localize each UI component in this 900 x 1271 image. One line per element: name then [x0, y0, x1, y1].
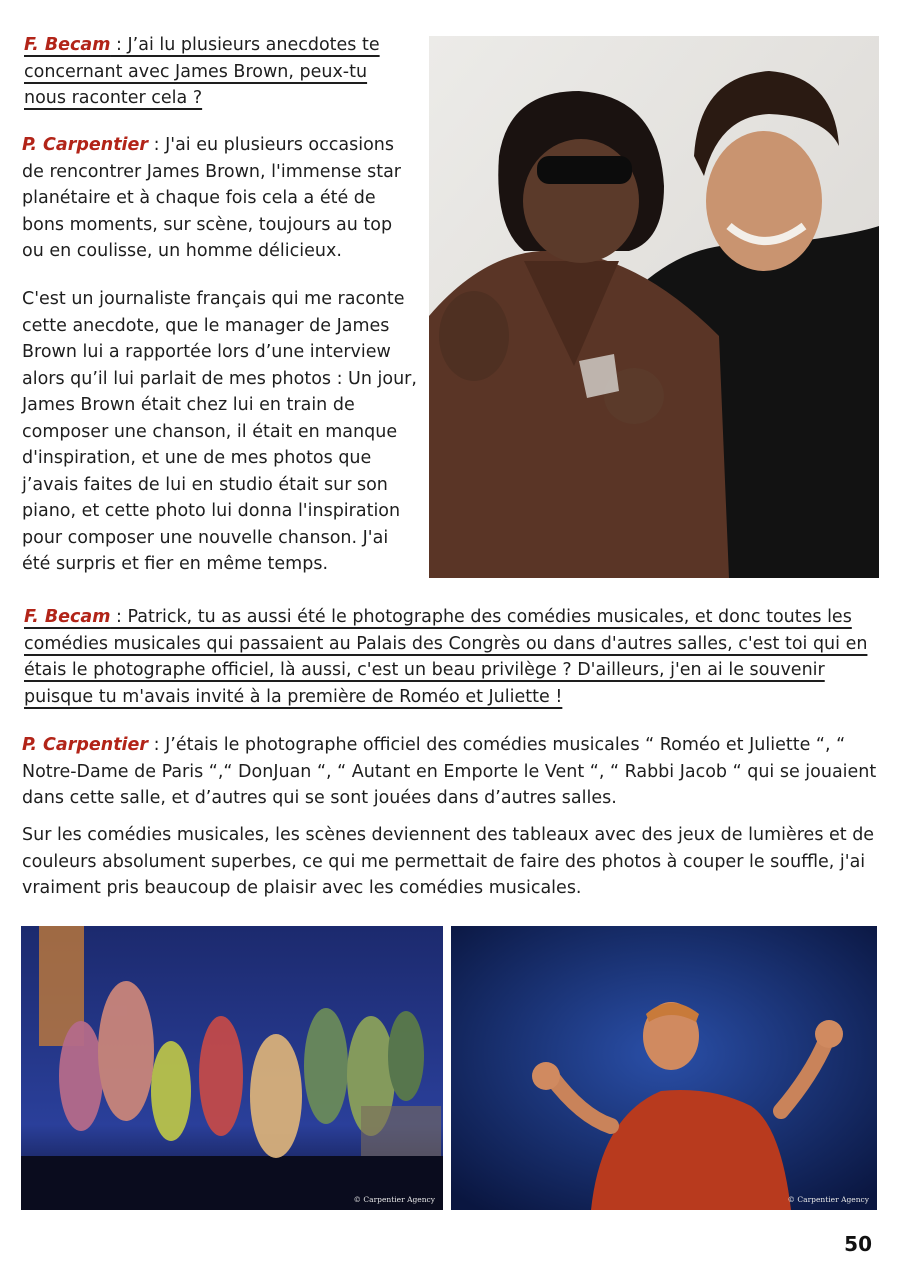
photo-musical-singer [451, 926, 877, 1210]
photo-credit: © Carpentier Agency [353, 1195, 435, 1204]
question-text: Patrick, tu as aussi été le photographe des comédies musicales, et donc toutes les comédies musicales qui passaient au Palais des Congrès ou dans d'autres salles, c'est toi qui en étais le photographe officiel, là aussi, c'est un beau privilège ? D'ailleurs, j'en ai le souvenir puisque tu m'avais invité à la première de Roméo et Juliette ! [24, 607, 868, 707]
stage-illustration [21, 926, 443, 1210]
photo-musical-dancers [21, 926, 443, 1210]
separator: : [148, 135, 166, 155]
answer-1 [22, 132, 417, 265]
separator: : [148, 735, 166, 755]
answer-text: J’étais le photographe officiel des comédies musicales “ Roméo et Juliette “, “ Notre-Dame de Paris “,“ DonJuan “, “ Autant en Emporte le Vent “, “ Rabbi Jacob “ qui se jouaient dans cette salle, et d’autres qui se sont jouées dans d’autres salles. [22, 735, 877, 808]
portrait-illustration [429, 36, 879, 578]
page-number: 50 [844, 1232, 872, 1256]
separator: : [110, 35, 128, 55]
speaker-label: F. Becam [24, 35, 111, 55]
speaker-label: F. Becam [24, 607, 111, 627]
question-1 [24, 32, 409, 112]
speaker-label: P. Carpentier [22, 735, 149, 755]
separator: : [110, 607, 128, 627]
photo-credit: © Carpentier Agency [787, 1195, 869, 1204]
photo-james-brown-portrait [429, 36, 879, 578]
singer-illustration [451, 926, 877, 1210]
answer-1-paragraph-2: C'est un journaliste français qui me raconte cette anecdote, que le manager de James Brown lui a rapportée lors d’une interview alors qu’il lui parlait de mes photos : Un jour, James Brown était chez lui en train de composer une chanson, il était en manque d'inspiration, et une de mes photos que j’avais faites de lui en studio était sur son piano, et cette photo lui donna l'inspiration pour composer une nouvelle chanson. J'ai été surpris et fier en même temps. [22, 289, 417, 574]
answer-2 [22, 732, 882, 812]
question-text: J’ai lu plusieurs anecdotes te concernant avec James Brown, peux-tu nous raconter cela ? [24, 35, 380, 108]
answer-2-paragraph-2: Sur les comédies musicales, les scènes deviennent des tableaux avec des jeux de lumières et de couleurs absolument superbes, ce qui me permettait de faire des photos à couper le souffle, j'ai vraiment pris beaucoup de plaisir avec les comédies musicales. [22, 825, 875, 898]
speaker-label: P. Carpentier [22, 135, 149, 155]
question-2 [24, 604, 876, 710]
answer-text: J'ai eu plusieurs occasions de rencontrer James Brown, l'immense star planétaire et à chaque fois cela a été de bons moments, sur scène, toujours au top ou en coulisse, un homme délicieux. [22, 135, 401, 261]
